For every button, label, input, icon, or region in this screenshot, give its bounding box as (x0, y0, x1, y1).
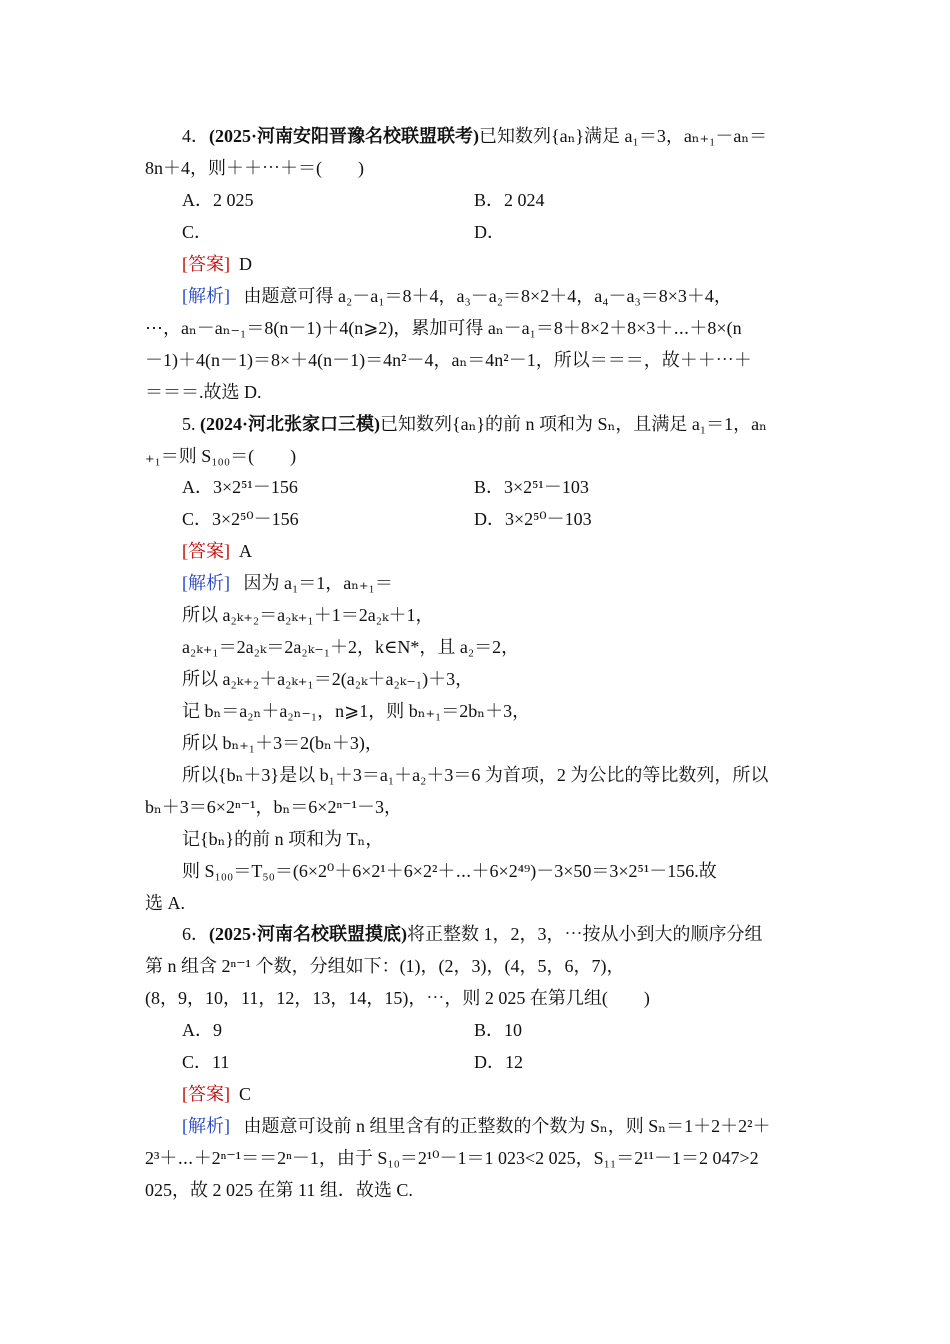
q6-stem-line1: 6．(2025·河南名校联盟摸底)将正整数 1，2，3，⋯按从小到大的顺序分组 (182, 924, 763, 944)
analysis-label: [解析] (182, 1116, 230, 1136)
q6-stem-line3: (8，9，10，11，12，13，14，15)，⋯，则 2 025 在第几组( ) (145, 988, 650, 1008)
q6-option-d: D．12 (474, 1052, 523, 1072)
q5-stem-line2: ₊₁＝则 S₁₀₀＝( ) (145, 446, 297, 466)
q6-analysis-line1: [解析] 由题意可设前 n 组里含有的正整数的个数为 Sₙ，则 Sₙ＝1＋2＋2²＋ (182, 1116, 771, 1136)
q4-stem: 已知数列{aₙ}满足 a₁＝3，aₙ₊₁－aₙ＝ (479, 126, 768, 146)
q5-stem-line1: 5. (2024·河北张家口三模)已知数列{aₙ}的前 n 项和为 Sₙ，且满足 a₁＝1，aₙ (182, 414, 767, 434)
q5-option-a: A．3×2⁵¹－156 (182, 477, 298, 497)
q4-option-c: C． (182, 222, 213, 242)
q6-option-c: C．11 (182, 1052, 230, 1072)
q4-option-a: A．2 025 (182, 190, 254, 210)
q4-analysis-line3: －1)＋4(n－1)＝8×＋4(n－1)＝4n²－4，aₙ＝4n²－1，所以＝＝＝，故＋＋⋯＋ (145, 350, 752, 370)
q6-option-a: A．9 (182, 1020, 222, 1040)
q4-analysis-line1: [解析] 由题意可得 a₂－a₁＝8＋4，a₃－a₂＝8×2＋4，a₄－a₃＝8×3＋4， (182, 286, 732, 306)
analysis-label: [解析] (182, 286, 230, 306)
q6-answer: [答案] C (182, 1084, 252, 1104)
q5-answer: [答案] A (182, 541, 252, 561)
q6-analysis-line2: 2³＋⋯＋2ⁿ⁻¹＝＝2ⁿ－1，由于 S₁₀＝2¹⁰－1＝1 023<2 025，S₁₁＝2¹¹－1＝2 047>2 (145, 1148, 759, 1168)
q5-analysis-line4: 所以 a₂ₖ₊₂＋a₂ₖ₊₁＝2(a₂ₖ＋a₂ₖ₋₁)＋3， (182, 669, 474, 689)
q4-analysis-line4: ＝＝＝.故选 D. (145, 382, 262, 402)
q4-option-d: D． (474, 222, 505, 242)
q4-answer: [答案] D (182, 254, 252, 274)
q4-source: (2025·河南安阳晋豫名校联盟联考) (209, 126, 479, 146)
q4-analysis-line2: ⋯，aₙ－aₙ₋₁＝8(n－1)＋4(n⩾2)，累加可得 aₙ－a₁＝8＋8×2＋8×3＋⋯＋8×(n (145, 318, 742, 338)
answer-label: [答案] (182, 1084, 230, 1104)
q5-analysis-line2: 所以 a₂ₖ₊₂＝a₂ₖ₊₁＋1＝2a₂ₖ＋1， (182, 605, 434, 625)
q5-source: (2024·河北张家口三模) (200, 414, 380, 434)
answer-label: [答案] (182, 254, 230, 274)
q5-analysis-line1: [解析] 因为 a₁＝1，aₙ₊₁＝ (182, 573, 393, 593)
q5-analysis-line11: 选 A. (145, 893, 185, 913)
q5-analysis-line5: 记 bₙ＝a₂ₙ＋a₂ₙ₋₁，n⩾1，则 bₙ₊₁＝2bₙ＋3， (182, 701, 531, 721)
q4-stem-line1: 4．(2025·河南安阳晋豫名校联盟联考)已知数列{aₙ}满足 a₁＝3，aₙ₊₁－aₙ＝ (182, 126, 768, 146)
q5-analysis-line10: 则 S₁₀₀＝T₅₀＝(6×2⁰＋6×2¹＋6×2²＋⋯＋6×2⁴⁹)－3×50＝3×2⁵¹－156.故 (182, 861, 717, 881)
q6-analysis-line3: 025，故 2 025 在第 11 组．故选 C. (145, 1180, 413, 1200)
q6-source: (2025·河南名校联盟摸底) (209, 924, 407, 944)
analysis-label: [解析] (182, 573, 230, 593)
q5-option-b: B．3×2⁵¹－103 (474, 477, 589, 497)
q5-option-d: D．3×2⁵⁰－103 (474, 509, 592, 529)
q5-analysis-line6: 所以 bₙ₊₁＋3＝2(bₙ＋3)， (182, 733, 383, 753)
q5-analysis-line8: bₙ＋3＝6×2ⁿ⁻¹，bₙ＝6×2ⁿ⁻¹－3， (145, 797, 403, 817)
q5-option-c: C．3×2⁵⁰－156 (182, 509, 299, 529)
q6-option-b: B．10 (474, 1020, 523, 1040)
q4-option-b: B．2 024 (474, 190, 545, 210)
answer-label: [答案] (182, 541, 230, 561)
q5-analysis-line9: 记{bₙ}的前 n 项和为 Tₙ， (182, 829, 384, 849)
q6-stem-line2: 第 n 组含 2ⁿ⁻¹ 个数，分组如下：(1)，(2，3)，(4，5，6，7)， (145, 956, 625, 976)
q5-analysis-line7: 所以{bₙ＋3}是以 b₁＋3＝a₁＋a₂＋3＝6 为首项，2 为公比的等比数列，所以 (182, 765, 769, 785)
q5-analysis-line3: a₂ₖ₊₁＝2a₂ₖ＝2a₂ₖ₋₁＋2，k∈N*，且 a₂＝2， (182, 637, 520, 657)
q4-stem-line2: 8n＋4，则＋＋⋯＋＝( ) (145, 158, 364, 178)
